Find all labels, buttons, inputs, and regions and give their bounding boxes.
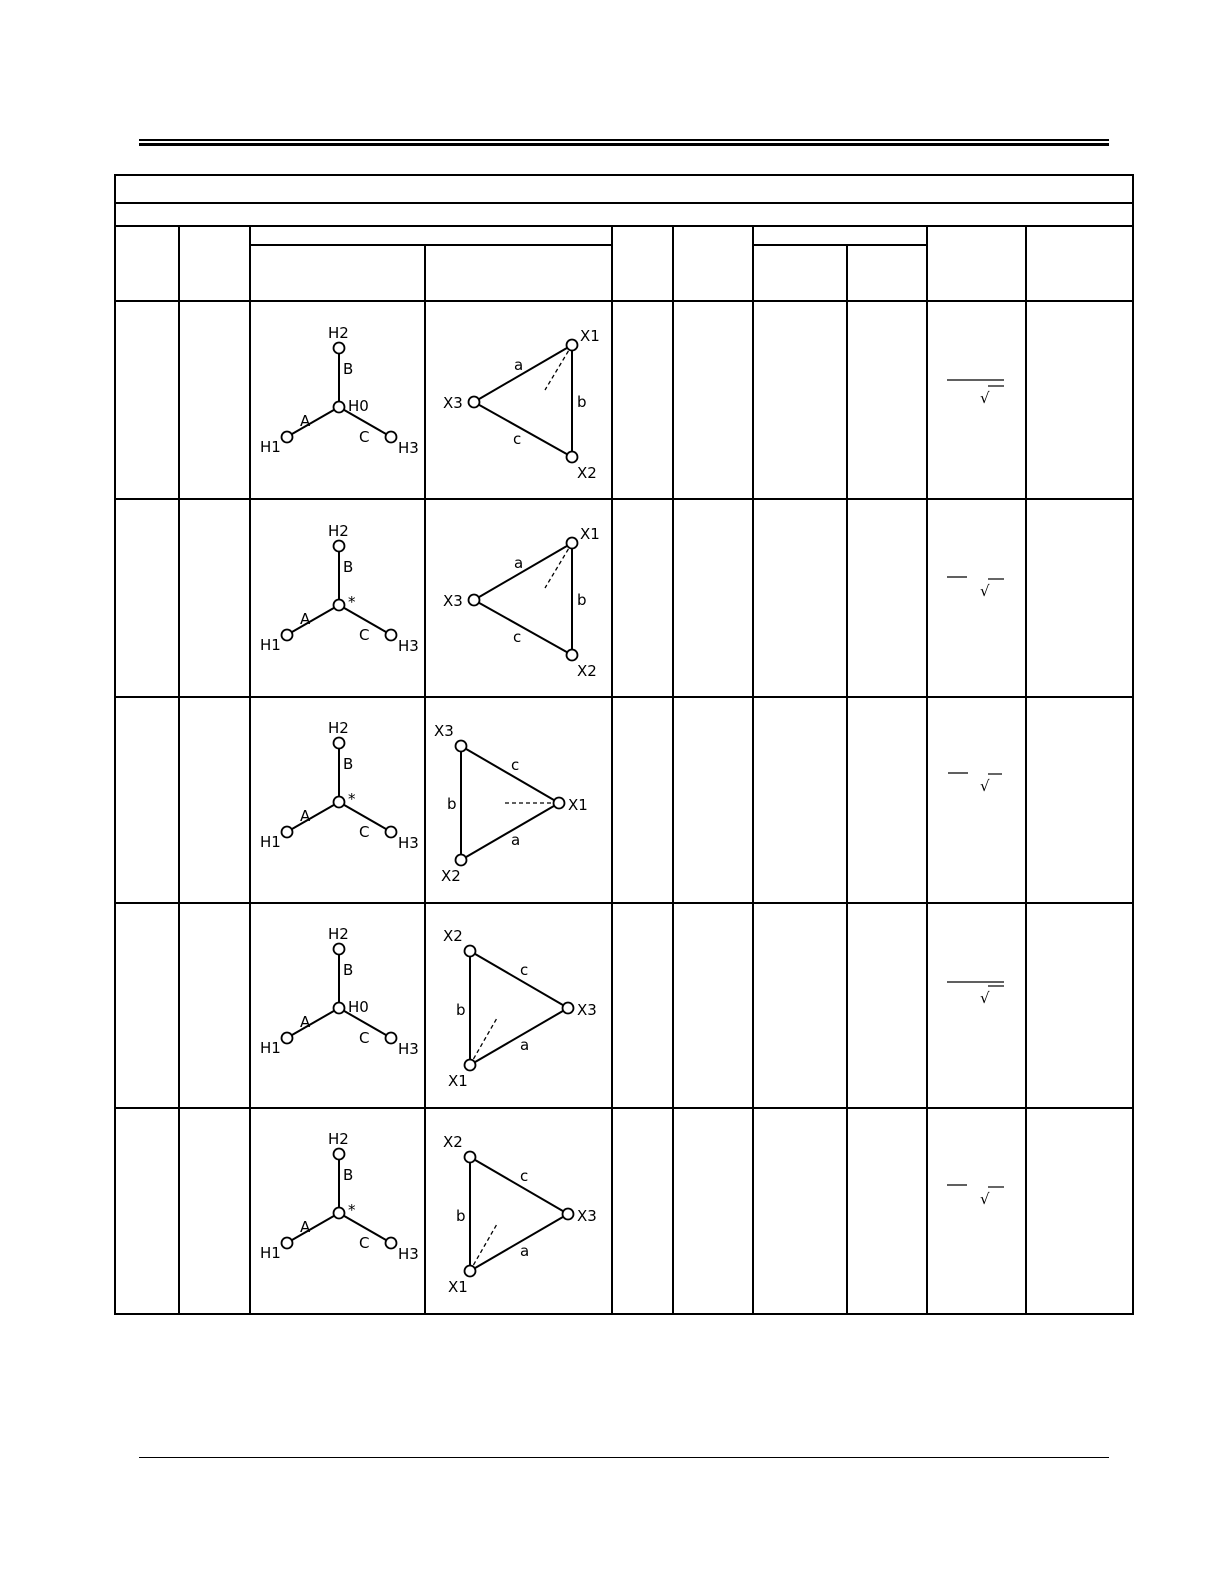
vertex-x2-label: X2 (441, 867, 461, 885)
side-c-label: c (520, 961, 529, 979)
side-b-label: b (456, 1207, 466, 1225)
side-c (470, 951, 568, 1008)
vertex-x2-label: X2 (443, 927, 463, 945)
node-h2-label: H2 (328, 324, 349, 342)
table-row-5 (260, 1130, 1004, 1296)
tee-configuration-diagram (260, 522, 419, 655)
tee-configuration-diagram (260, 719, 419, 852)
vertex-x1 (567, 340, 578, 351)
node-h1 (282, 827, 293, 838)
vertex-x2 (567, 650, 578, 661)
vertex-x3-label: X3 (443, 394, 463, 412)
vertex-x3-label: X3 (443, 592, 463, 610)
node-h3 (386, 630, 397, 641)
formula-fragment (947, 380, 1004, 407)
table-row-3 (260, 719, 1002, 885)
vertex-x2-label: X2 (577, 662, 597, 680)
vertex-x2 (456, 855, 467, 866)
radical-sign: √ (980, 389, 990, 407)
node-h2-label: H2 (328, 925, 349, 943)
side-b-label: b (577, 591, 587, 609)
side-c-label: c (513, 430, 522, 448)
node-h3-label: H3 (398, 439, 419, 457)
triangle-diagram (434, 722, 588, 885)
triangle-diagram (443, 525, 600, 680)
tee-configuration-diagram (260, 324, 419, 457)
node-h2 (334, 343, 345, 354)
side-a-label: a (520, 1036, 530, 1054)
node-h1-label: H1 (260, 1244, 281, 1262)
side-a-label: a (511, 831, 521, 849)
leg-a-label: A (300, 1218, 311, 1236)
node-h2 (334, 944, 345, 955)
vertex-x3-label: X3 (577, 1207, 597, 1225)
formula-fragment (948, 773, 1002, 795)
vertex-x2 (465, 1152, 476, 1163)
side-c (470, 1157, 568, 1214)
node-h3-label: H3 (398, 1245, 419, 1263)
table-row-4 (260, 925, 1004, 1090)
vertex-x2-label: X2 (443, 1133, 463, 1151)
vertex-x3 (563, 1209, 574, 1220)
radical-sign: √ (980, 1190, 990, 1208)
vertex-x3 (469, 397, 480, 408)
node-h1 (282, 432, 293, 443)
vertex-x1-label: X1 (448, 1072, 468, 1090)
radical-sign: √ (980, 989, 990, 1007)
vertex-x1-label: X1 (580, 525, 600, 543)
footer-rule (139, 1457, 1109, 1458)
formula-fragment (947, 982, 1004, 1007)
node-h1 (282, 1238, 293, 1249)
table-border (115, 175, 1133, 1314)
node-hub (334, 1208, 345, 1219)
leg-a-label: A (300, 1013, 311, 1031)
side-c (474, 402, 572, 457)
table-row-2 (260, 522, 1004, 680)
vertex-x1-label: X1 (580, 327, 600, 345)
side-a-label: a (520, 1242, 530, 1260)
leg-c-label: C (359, 1234, 370, 1252)
node-hub (334, 402, 345, 413)
node-h1 (282, 1033, 293, 1044)
table-row-1 (260, 324, 1004, 482)
leg-b-label: B (343, 1166, 354, 1184)
node-h2-label: H2 (328, 719, 349, 737)
leg-a-label: A (300, 807, 311, 825)
vertex-x1-label: X1 (448, 1278, 468, 1296)
side-c-label: c (520, 1167, 529, 1185)
triangle-diagram (443, 927, 597, 1090)
node-h1-label: H1 (260, 833, 281, 851)
table-grid (115, 175, 1133, 1314)
tee-configuration-diagram (260, 925, 419, 1058)
side-c-label: c (513, 628, 522, 646)
side-a (470, 1008, 568, 1065)
leg-c-label: C (359, 1029, 370, 1047)
node-hub (334, 600, 345, 611)
triangle-diagram (443, 1133, 597, 1296)
node-h3 (386, 432, 397, 443)
vertex-x1-label: X1 (568, 796, 588, 814)
tee-configuration-diagram (260, 1130, 419, 1263)
node-h2 (334, 738, 345, 749)
leg-b-label: B (343, 360, 354, 378)
node-hub (334, 797, 345, 808)
node-h3 (386, 1033, 397, 1044)
node-h1-label: H1 (260, 1039, 281, 1057)
vertex-x3 (563, 1003, 574, 1014)
vertex-x3-label: X3 (434, 722, 454, 740)
leg-b-label: B (343, 558, 354, 576)
side-b-label: b (447, 795, 457, 813)
leg-a-label: A (300, 610, 311, 628)
vertex-x1 (465, 1060, 476, 1071)
formula-fragment (947, 1185, 1004, 1208)
vertex-x1 (567, 538, 578, 549)
vertex-x3 (469, 595, 480, 606)
node-hub (334, 1003, 345, 1014)
vertex-x3 (456, 741, 467, 752)
node-h3 (386, 1238, 397, 1249)
node-h2-label: H2 (328, 522, 349, 540)
node-h2-label: H2 (328, 1130, 349, 1148)
triangle-diagram (443, 327, 600, 482)
hub-label: * (348, 1201, 356, 1219)
leg-a-label: A (300, 412, 311, 430)
vertex-x2-label: X2 (577, 464, 597, 482)
radical-sign: √ (980, 582, 990, 600)
node-h1-label: H1 (260, 438, 281, 456)
hub-label: * (348, 790, 356, 808)
side-a (470, 1214, 568, 1271)
leg-c-label: C (359, 626, 370, 644)
side-a (461, 803, 559, 860)
vertex-x2 (465, 946, 476, 957)
node-h1 (282, 630, 293, 641)
node-h3-label: H3 (398, 637, 419, 655)
side-b-label: b (577, 393, 587, 411)
leg-c-label: C (359, 428, 370, 446)
vertex-x1 (554, 798, 565, 809)
side-a-label: a (514, 554, 524, 572)
radical-sign: √ (980, 777, 990, 795)
leg-c-label: C (359, 823, 370, 841)
node-h2 (334, 541, 345, 552)
side-c (474, 600, 572, 655)
vertex-x3-label: X3 (577, 1001, 597, 1019)
node-h3-label: H3 (398, 834, 419, 852)
leg-b-label: B (343, 961, 354, 979)
node-h1-label: H1 (260, 636, 281, 654)
formula-fragment (947, 577, 1004, 600)
vertex-x1 (465, 1266, 476, 1277)
node-h3-label: H3 (398, 1040, 419, 1058)
node-h2 (334, 1149, 345, 1160)
side-c (461, 746, 559, 803)
hub-label: H0 (348, 397, 369, 415)
node-h3 (386, 827, 397, 838)
side-a-label: a (514, 356, 524, 374)
hub-label: H0 (348, 998, 369, 1016)
side-b-label: b (456, 1001, 466, 1019)
leg-b-label: B (343, 755, 354, 773)
side-c-label: c (511, 756, 520, 774)
hub-label: * (348, 593, 356, 611)
vertex-x2 (567, 452, 578, 463)
